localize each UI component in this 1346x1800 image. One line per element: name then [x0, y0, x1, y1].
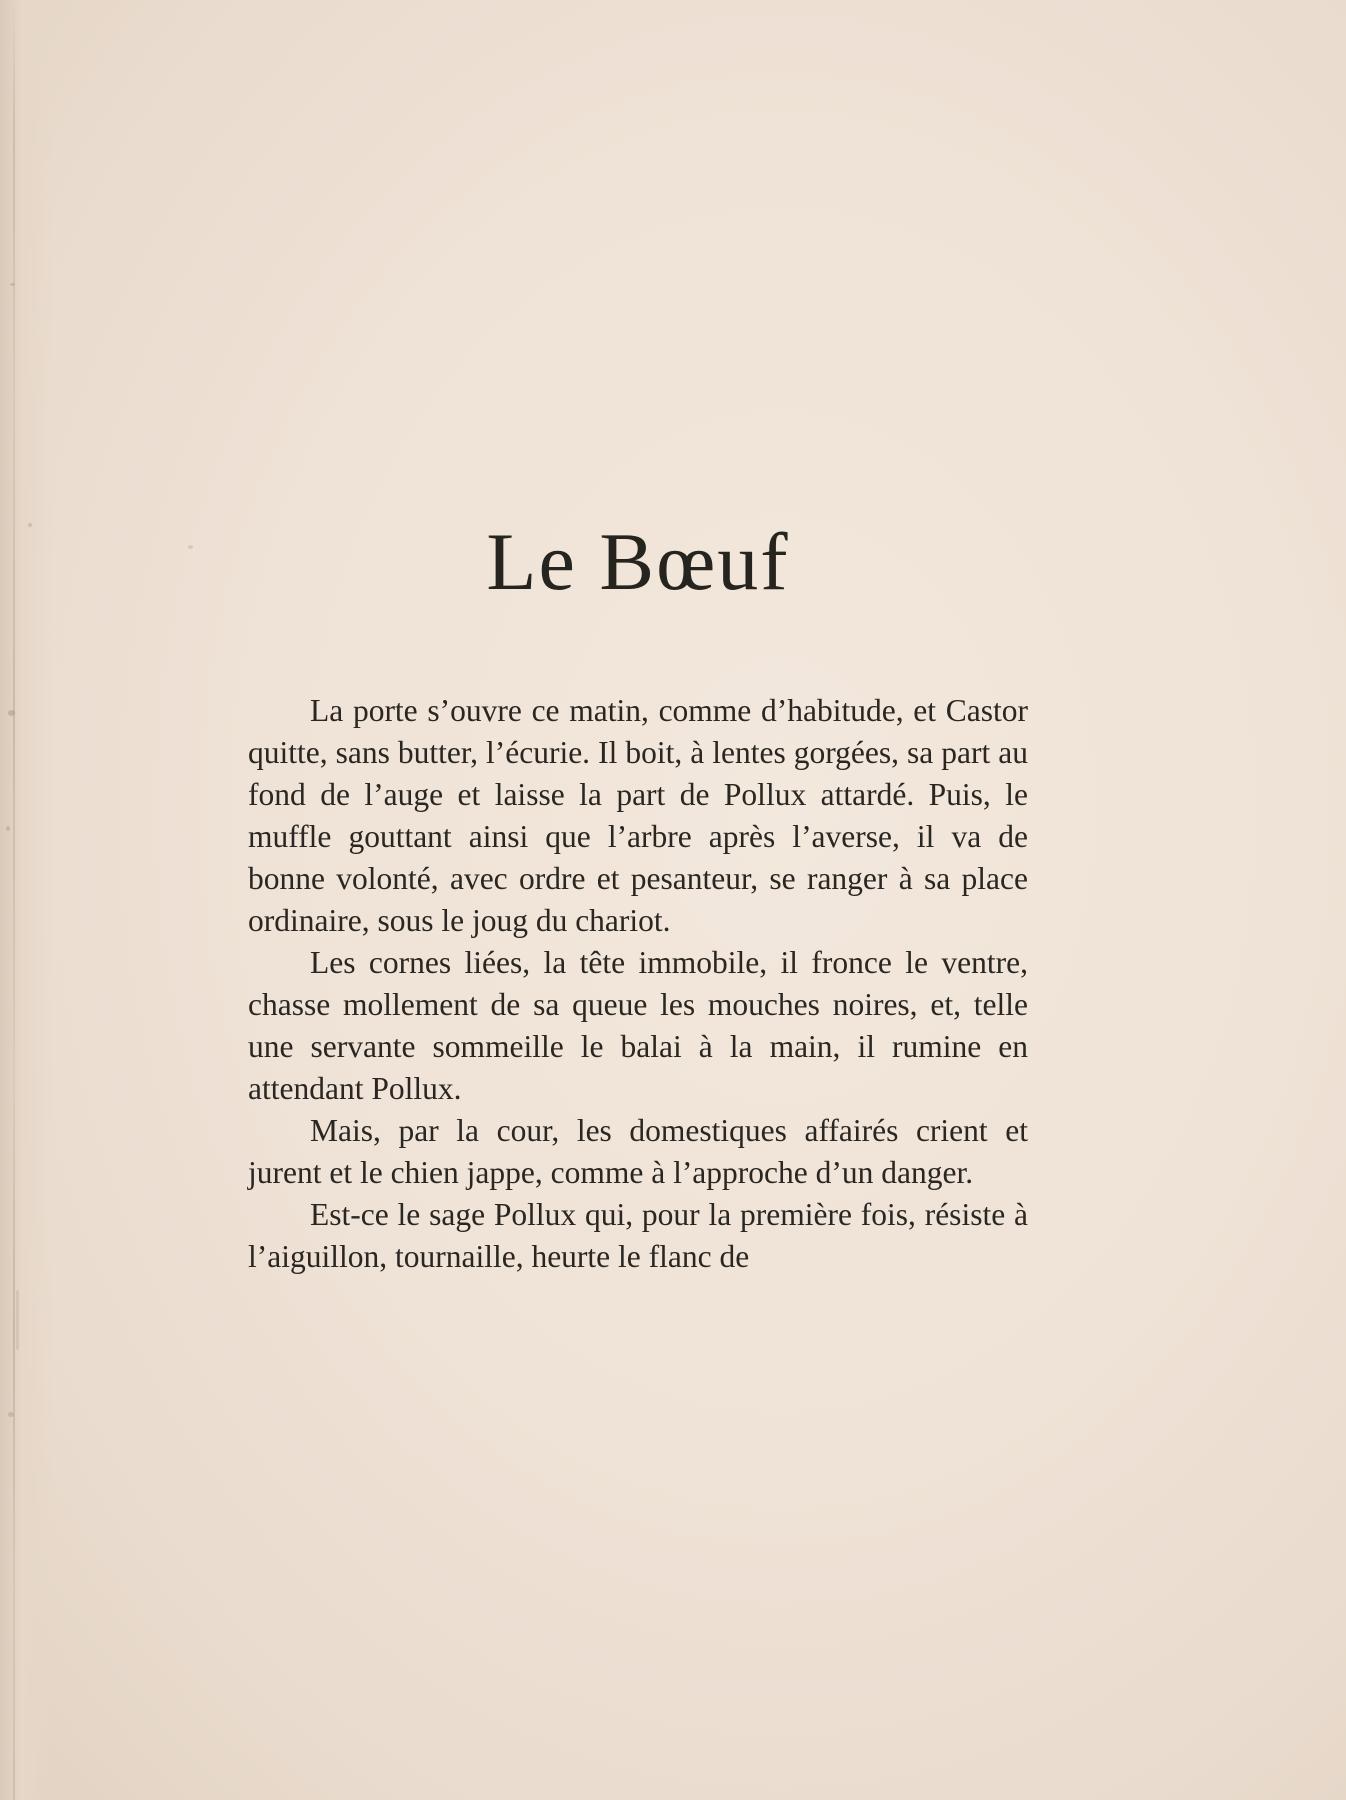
page-title: Le Bœuf — [486, 515, 790, 607]
page-gutter-shadow — [0, 0, 54, 1800]
paper-speck — [8, 710, 15, 716]
paper-speck — [28, 523, 32, 527]
paper-speck — [6, 826, 10, 831]
paragraph: La porte s’ouvre ce matin, comme d’habitude, et Castor quitte, sans butter, l’écurie. Il boit, à lentes gorgées, sa part au fond de l’auge et laisse la part de Pollux attardé. Puis, le muffle gouttant ainsi que l’arbre après l’averse, il va de bonne volonté, avec ordre et pesanteur, se ranger à sa place ordinaire, sous le joug du chariot. — [248, 693, 1028, 938]
paragraph: Est-ce le sage Pollux qui, pour la première fois, résiste à l’aiguillon, tournaille, heurte le flanc de — [248, 1197, 1028, 1274]
paper-speck — [8, 1412, 14, 1417]
paper-speck — [10, 283, 15, 286]
paragraph: Les cornes liées, la tête immobile, il fronce le ventre, chasse mollement de sa queue les mouches noires, et, telle une servante sommeille le balai à la main, il rumine en attendant Pollux. — [248, 945, 1028, 1106]
body-text — [248, 690, 1028, 1278]
page-binding-line — [13, 0, 15, 1800]
page-content — [248, 0, 1028, 1800]
paragraph: Mais, par la cour, les domestiques affairés crient et jurent et le chien jappe, comme à l’approche d’un danger. — [248, 1113, 1028, 1190]
paper-speck — [16, 1290, 19, 1350]
paper-speck — [188, 545, 193, 549]
